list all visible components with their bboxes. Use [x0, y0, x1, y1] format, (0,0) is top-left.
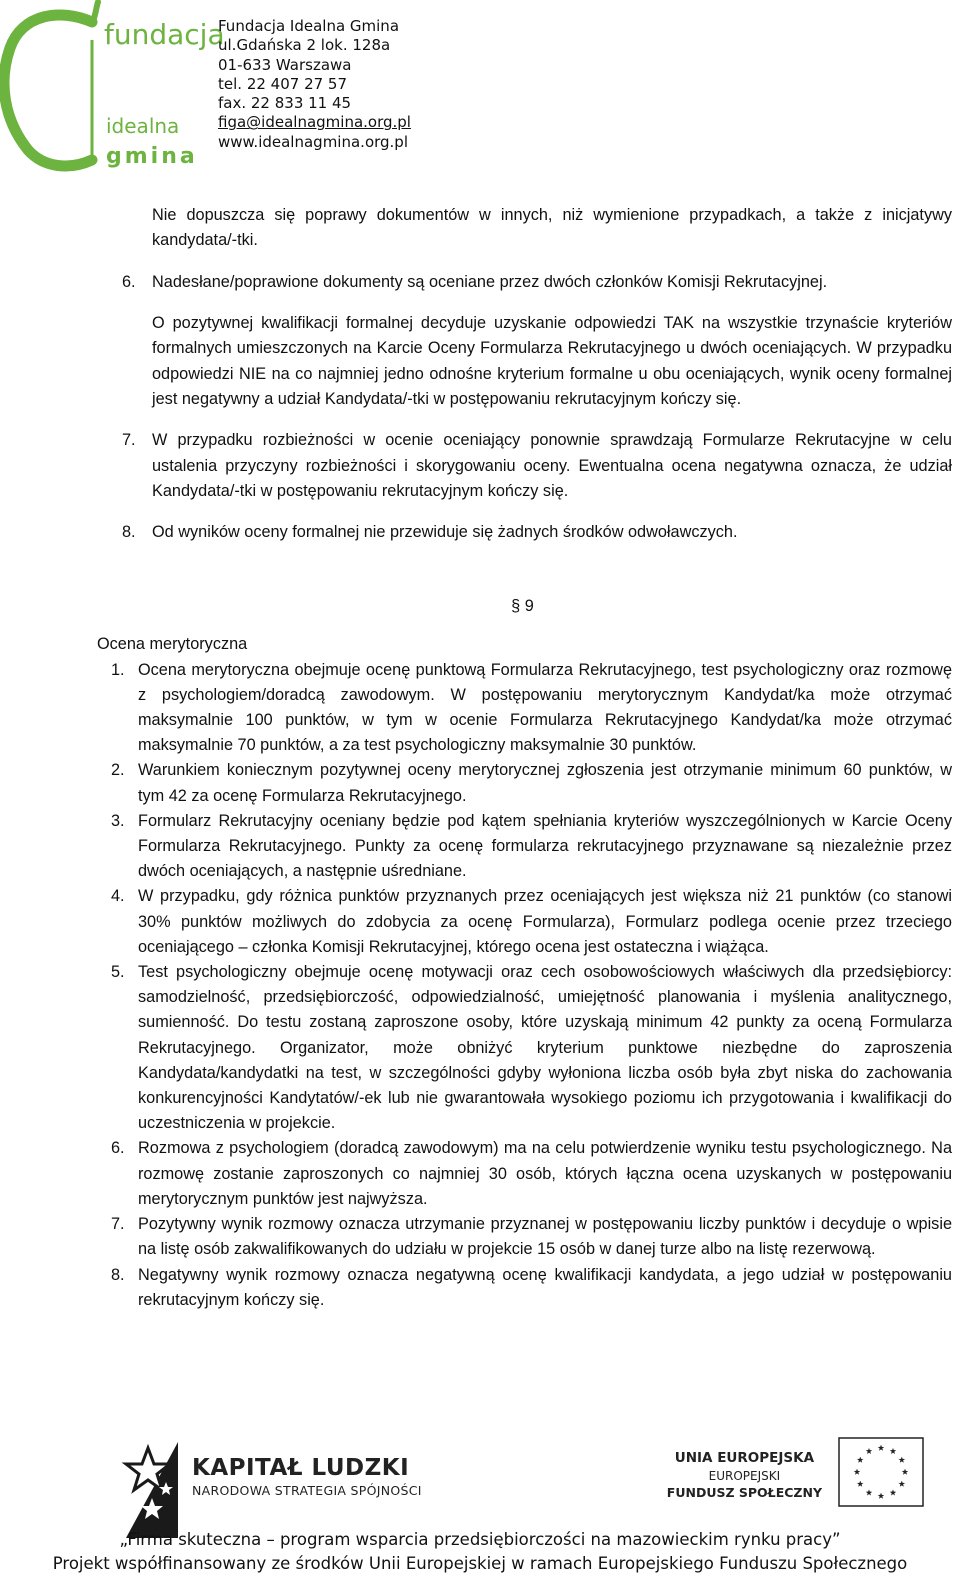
org-email-link[interactable]: figa@idealnagmina.org.pl [218, 113, 411, 132]
list-item [122, 270, 952, 412]
kl-title: KAPITAŁ LUDZKI [192, 1455, 410, 1481]
document-body [0, 203, 960, 1313]
eu-line-2: EUROPEJSKI [708, 1469, 781, 1483]
org-street: ul.Gdańska 2 lok. 128a [218, 36, 391, 55]
section-title: Ocena merytoryczna [97, 635, 248, 654]
logo-word-2: idealna [106, 114, 180, 138]
formal-evaluation-list [0, 270, 960, 546]
list-item [122, 428, 952, 504]
eu-logo-text [667, 1450, 822, 1500]
org-fax: fax. 22 833 11 45 [218, 94, 352, 113]
list-item-text: Od wyników oceny formalnej nie przewiduje się żadnych środków odwoławczych. [152, 523, 738, 542]
kapital-ludzki-logo-text [192, 1455, 422, 1498]
org-city: 01-633 Warszawa [218, 55, 352, 74]
intro-paragraph: Nie dopuszcza się poprawy dokumentów w innych, niż wymienione przypadkach, a także z inicjatywy kandydata/-tki. [152, 206, 952, 250]
list-item-number: 3. [111, 811, 125, 830]
eu-line-3: FUNDUSZ SPOŁECZNY [666, 1485, 822, 1500]
list-item-text: Pozytywny wynik rozmowy oznacza utrzymanie przyznanej w postępowaniu liczby punktów i decyduje o wpisie na listę osób zakwalifikowanych do udziału w projekcie 15 osób w danej turze albo na listę rezerwową. [138, 1215, 952, 1259]
org-name: Fundacja Idealna Gmina [218, 17, 400, 35]
list-item-text: Warunkiem koniecznym pozytywnej oceny merytorycznej zgłoszenia jest otrzymanie minimum 60 punktów, w tym 42 za ocenę Formularza Rekrutacyjnego. [138, 761, 952, 805]
list-item-text: Rozmowa z psychologiem (doradcą zawodowym) ma na celu potwierdzenie wyniku testu psychologicznego. Na rozmowę zostanie zaproszonych co najmniej 30 osób, których łączna ocena uzyskanych w postępowaniu merytorycznym punktów jest najwyższa. [138, 1139, 952, 1208]
list-item-number: 4. [111, 887, 125, 906]
list-item [111, 658, 952, 759]
funding-note: Projekt współfinansowany ze środków Unii Europejskiej w ramach Europejskiego Funduszu Społecznego [52, 1554, 908, 1573]
eu-flag-icon [838, 1437, 924, 1507]
list-item-text: W przypadku rozbieżności w ocenie oceniający ponownie sprawdzają Formularze Rekrutacyjne w celu ustalenia przyczyny rozbieżności i skorygowaniu oceny. Ewentualna ocena negatywna oznacza, że udział Kandydata/-tki w postępowaniu rekrutacyjnym kończy się. [152, 431, 952, 500]
merit-evaluation-list [0, 658, 960, 1313]
list-item-number: 2. [111, 761, 125, 780]
list-item-number: 6. [122, 272, 136, 291]
apple-outline [4, 15, 92, 166]
org-phone: tel. 22 407 27 57 [218, 74, 348, 93]
kl-subtitle: NARODOWA STRATEGIA SPÓJNOŚCI [192, 1483, 422, 1498]
list-item-text: Nadesłane/poprawione dokumenty są oceniane przez dwóch członków Komisji Rekrutacyjnej. [152, 272, 828, 291]
project-slogan: „Firma skuteczna – program wsparcia przedsiębiorczości na mazowieckim rynku pracy” [119, 1530, 841, 1549]
list-item [111, 1136, 952, 1212]
eu-line-1: UNIA EUROPEJSKA [674, 1450, 815, 1466]
list-item [111, 1263, 952, 1313]
list-item-text: W przypadku, gdy różnica punktów przyznanych przez oceniających jest większa niż 21 punktów (co stanowi 30% punktów możliwych do zdobycia za ocenę Formularza), Formularz podlega ocenie przez trzeciego oceniającego – członka Komisji Rekrutacyjnej, którego ocena jest ostateczna i wiążąca. [138, 887, 952, 956]
list-item-number: 5. [111, 963, 125, 982]
list-item-number: 6. [111, 1139, 125, 1158]
logo-word-1: fundacja [104, 18, 225, 51]
list-item [111, 1212, 952, 1262]
list-item-number: 8. [111, 1265, 125, 1284]
section-number: § 9 [511, 597, 534, 616]
list-item-number: 1. [111, 660, 125, 679]
list-item-text: O pozytywnej kwalifikacji formalnej decyduje uzyskanie odpowiedzi TAK na wszystkie trzynaście kryteriów formalnych umieszczonych na Karcie Oceny Formularza Rekrutacyjnego u dwóch oceniających. W przypadku odpowiedzi NIE na co najmniej jedno odnośne kryterium formalne u obu oceniających, wynik oceny formalnej jest negatywny a udział Kandydata/-tki w postępowaniu rekrutacyjnym kończy się. [152, 314, 952, 408]
list-item [122, 520, 952, 545]
fundacja-idealna-gmina-logo [0, 0, 225, 170]
list-item [111, 884, 952, 960]
list-item [111, 960, 952, 1136]
list-item-text: Ocena merytoryczna obejmuje ocenę punktową Formularza Rekrutacyjnego, test psychologiczny oraz rozmowę z psychologiem/doradcą zawodowym. W postępowaniu merytorycznym Kandydat/ka może otrzymać maksymalnie 100 punktów, w tym w ocenie Formularza Rekrutacyjnego Kandydat/ka może otrzymać maksymalnie 70 punktów, a za test psychologiczny maksymalnie 30 punktów. [138, 660, 952, 755]
list-item [111, 809, 952, 885]
list-item [111, 758, 952, 808]
list-item-number: 8. [122, 523, 136, 542]
page-footer [0, 1420, 960, 1584]
list-item-number: 7. [122, 431, 136, 450]
list-item-text: Negatywny wynik rozmowy oznacza negatywną ocenę kwalifikacji kandydata, a jego udział w postępowaniu rekrutacyjnym kończy się. [138, 1265, 952, 1309]
organization-contact [218, 17, 411, 152]
list-item-text: Test psychologiczny obejmuje ocenę motywacji oraz cech osobowościowych właściwych dla przedsiębiorcy: samodzielność, przedsiębiorczość, odpowiedzialność, umiejętność planowania i myślenia analitycznego, sumienność. Do testu zostaną zaproszone osoby, które uzyskają minimum 42 punkty za oceną Formularza Rekrutacyjnego. Organizator, może obniżyć kryterium punktowe niezbędne do zaproszenia Kandydata/kandydatki na test, w szczególności gdyby wyłoniona liczba osób była zbyt niska do zachowania konkurencyjności Kandytatów/-ek lub nie gwarantowała wysokiego poziomu ich przygotowania i kwalifikacji do uczestniczenia w projekcie. [138, 963, 952, 1133]
list-item-text: Formularz Rekrutacyjny oceniany będzie pod kątem spełniania kryteriów wyszczególnionych w Karcie Oceny Formularza Rekrutacyjnego. Punkty za ocenę formularza rekrutacyjnego przyznawane są niezależnie przez dwóch oceniających, a następnie uśredniane. [138, 811, 952, 881]
org-website: www.idealnagmina.org.pl [218, 132, 408, 151]
logo-word-3: gmina [106, 144, 198, 169]
list-item-number: 7. [111, 1215, 125, 1234]
